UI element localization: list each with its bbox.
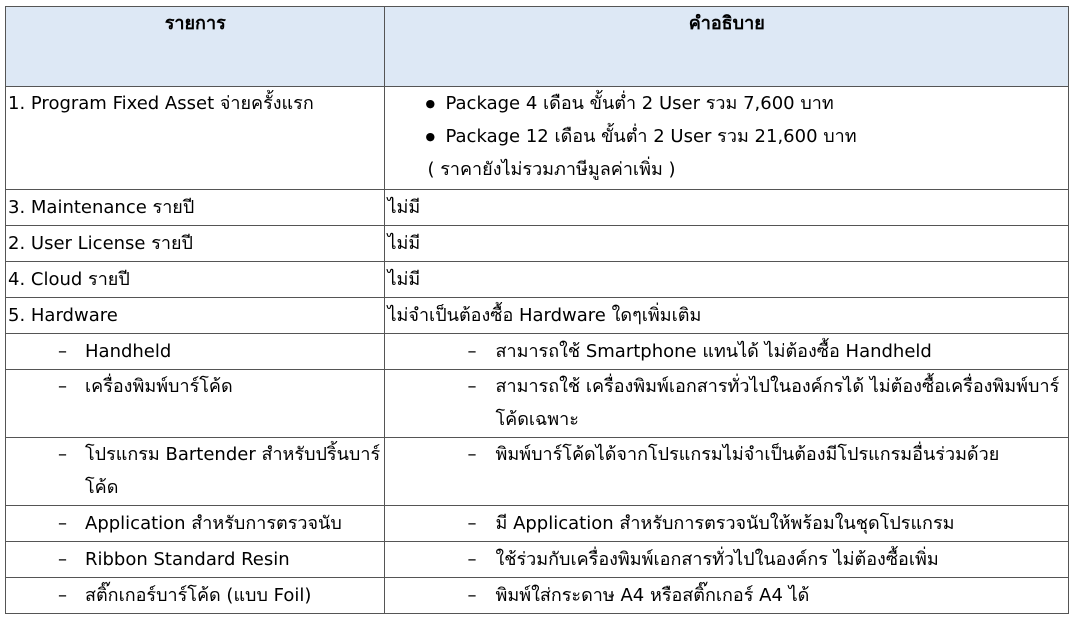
- table-subrow: [6, 506, 1069, 542]
- description-cell: ไม่มี: [385, 262, 1069, 298]
- subitem-label: Ribbon Standard Resin: [85, 549, 290, 570]
- dash-marker: –: [58, 444, 67, 465]
- description-cell: [385, 87, 1069, 190]
- dash-marker: –: [467, 585, 477, 606]
- item-cell: 3. Maintenance รายปี: [6, 190, 385, 226]
- dash-marker: –: [467, 513, 477, 534]
- dash-marker: –: [467, 341, 477, 362]
- subitem-label: สติ๊กเกอร์บาร์โค้ด (แบบ Foil): [85, 585, 312, 606]
- description-cell: ไม่มี: [385, 226, 1069, 262]
- dash-marker: –: [58, 513, 67, 534]
- subitem-label: โปรแกรม Bartender สำหรับปริ้นบาร์โค้ด: [85, 444, 381, 498]
- table-subrow: [6, 578, 1069, 614]
- item-cell: 4. Cloud รายปี: [6, 262, 385, 298]
- package-item: ● Package 12 เดือน ขั้นต่ำ 2 User รวม 21,600 บาท: [425, 120, 1066, 153]
- table-subrow: [6, 334, 1069, 370]
- pricing-table-container: [5, 6, 1069, 614]
- item-cell: 5. Hardware: [6, 298, 385, 334]
- subitem-description: พิมพ์ใส่กระดาษ A4 หรือสติ๊กเกอร์ A4 ได้: [495, 585, 810, 606]
- pricing-table: [5, 6, 1069, 614]
- table-subrow: [6, 370, 1069, 438]
- subitem-description: พิมพ์บาร์โค้ดได้จากโปรแกรมไม่จำเป็นต้องมีโปรแกรมอื่นร่วมด้วย: [495, 444, 1000, 465]
- description-cell: ไม่จำเป็นต้องซื้อ Hardware ใดๆเพิ่มเติม: [385, 298, 1069, 334]
- dash-marker: –: [467, 444, 477, 465]
- subitem-description: มี Application สำหรับการตรวจนับให้พร้อมในชุดโปรแกรม: [495, 513, 955, 534]
- subitem-description: สามารถใช้ Smartphone แทนได้ ไม่ต้องซื้อ Handheld: [495, 341, 932, 362]
- item-cell: 1. Program Fixed Asset จ่ายครั้งแรก: [6, 87, 385, 190]
- description-cell: ไม่มี: [385, 190, 1069, 226]
- subitem-label: Handheld: [85, 341, 172, 362]
- subitem-description: สามารถใช้ เครื่องพิมพ์เอกสารทั่วไปในองค์กรได้ ไม่ต้องซื้อเครื่องพิมพ์บาร์โค้ดเฉพาะ: [495, 376, 1060, 430]
- table-row: [6, 262, 1069, 298]
- subitem-label: เครื่องพิมพ์บาร์โค้ด: [85, 376, 233, 397]
- vat-note: ( ราคายังไม่รวมภาษีมูลค่าเพิ่ม ): [427, 159, 676, 180]
- header-item: รายการ: [6, 7, 385, 87]
- subitem-description: ใช้ร่วมกับเครื่องพิมพ์เอกสารทั่วไปในองค์กร ไม่ต้องซื้อเพิ่ม: [495, 549, 939, 570]
- dash-marker: –: [467, 376, 477, 397]
- dash-marker: –: [58, 376, 67, 397]
- dash-marker: –: [58, 585, 67, 606]
- table-subrow: [6, 542, 1069, 578]
- header-description: คำอธิบาย: [385, 7, 1069, 87]
- dash-marker: –: [58, 549, 67, 570]
- subitem-label: Application สำหรับการตรวจนับ: [85, 513, 342, 534]
- package-item: ● Package 4 เดือน ขั้นต่ำ 2 User รวม 7,600 บาท: [425, 87, 1066, 120]
- table-row: [6, 87, 1069, 190]
- table-header-row: [6, 7, 1069, 87]
- dash-marker: –: [467, 549, 477, 570]
- table-row: [6, 298, 1069, 334]
- table-subrow: [6, 438, 1069, 506]
- package-list: [387, 87, 1066, 153]
- table-row: [6, 190, 1069, 226]
- item-cell: 2. User License รายปี: [6, 226, 385, 262]
- dash-marker: –: [58, 341, 67, 362]
- table-row: [6, 226, 1069, 262]
